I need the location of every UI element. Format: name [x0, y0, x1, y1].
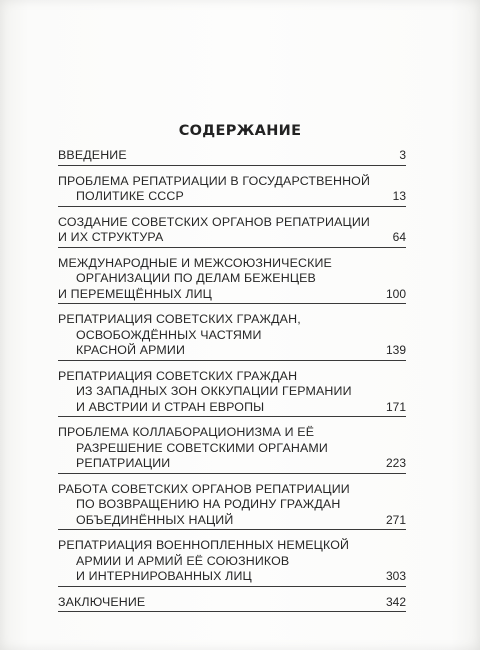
- toc-page-number: 3: [399, 148, 406, 162]
- toc-page-number: 64: [392, 230, 406, 244]
- toc-page-number: 342: [385, 594, 406, 609]
- toc-entry-line: И АВСТРИИ И СТРАН ЕВРОПЫ: [76, 399, 265, 414]
- toc-entry-line: ПРОБЛЕМА РЕПАТРИАЦИИ В ГОСУДАРСТВЕННОЙ: [58, 173, 371, 188]
- toc-entry-line: РЕПАТРИАЦИЯ ВОЕННОПЛЕННЫХ НЕМЕЦКОЙ: [58, 538, 350, 552]
- toc-entry-line: ПРОБЛЕМА КОЛЛАБОРАЦИОНИЗМА И ЕЁ: [58, 425, 315, 439]
- toc-entry-line: АРМИИ И АРМИЙ ЕЁ СОЮЗНИКОВ: [76, 553, 290, 568]
- toc-title: СОДЕРЖАНИЕ: [178, 123, 302, 139]
- toc-entry-line: РЕПАТРИАЦИЯ СОВЕТСКИХ ГРАЖДАН,: [58, 312, 301, 326]
- toc-entry-line: ПОЛИТИКЕ СССР: [76, 189, 184, 203]
- toc-entry-chapter-8[interactable]: [58, 538, 406, 587]
- toc-entry-introduction[interactable]: [58, 148, 406, 166]
- toc-entry-chapter-1[interactable]: [58, 174, 406, 207]
- toc-entry-chapter-5[interactable]: [58, 369, 406, 418]
- toc-page-number: 171: [385, 399, 406, 414]
- toc-entry-line: РАБОТА СОВЕТСКИХ ОРГАНОВ РЕПАТРИАЦИИ: [58, 481, 350, 496]
- toc-entry-line: ИЗ ЗАПАДНЫХ ЗОН ОККУПАЦИИ ГЕРМАНИИ: [76, 384, 352, 398]
- toc-entry-conclusion[interactable]: [58, 595, 406, 613]
- toc-entry-line: ОСВОБОЖДЁННЫХ ЧАСТЯМИ: [76, 327, 262, 342]
- toc-page-number: 13: [392, 189, 406, 203]
- toc-entry-line: СОЗДАНИЕ СОВЕТСКИХ ОРГАНОВ РЕПАТРИАЦИИ: [58, 214, 370, 229]
- toc-entry-line: ОРГАНИЗАЦИИ ПО ДЕЛАМ БЕЖЕНЦЕВ: [76, 271, 316, 285]
- toc-entry-line: И ИНТЕРНИРОВАННЫХ ЛИЦ: [76, 569, 252, 583]
- toc-entry-line: И ИХ СТРУКТУРА: [58, 230, 164, 244]
- toc-entry-line: ПО ВОЗВРАЩЕНИЮ НА РОДИНУ ГРАЖДАН: [76, 497, 341, 511]
- toc-entry-chapter-3[interactable]: [58, 256, 406, 305]
- toc-page-number: 303: [385, 569, 406, 583]
- toc-entry-line: МЕЖДУНАРОДНЫЕ И МЕЖСОЮЗНИЧЕСКИЕ: [58, 255, 332, 270]
- toc-entry-chapter-6[interactable]: [58, 425, 406, 474]
- toc-entry-line: ВВЕДЕНИЕ: [58, 148, 127, 162]
- toc-entry-line: РЕПАТРИАЦИИ: [76, 456, 171, 470]
- toc-entry-line: РЕПАТРИАЦИЯ СОВЕТСКИХ ГРАЖДАН: [58, 368, 298, 383]
- toc-page-number: 271: [385, 512, 406, 527]
- toc-entry-line: РАЗРЕШЕНИЕ СОВЕТСКИМИ ОРГАНАМИ: [76, 440, 328, 455]
- toc-entry-line: И ПЕРЕМЕЩЁННЫХ ЛИЦ: [58, 286, 212, 301]
- table-of-contents: [58, 148, 406, 620]
- toc-entry-line: ЗАКЛЮЧЕНИЕ: [58, 594, 146, 609]
- toc-entry-chapter-7[interactable]: [58, 482, 406, 531]
- toc-entry-chapter-4[interactable]: [58, 312, 406, 361]
- toc-page-number: 139: [385, 343, 406, 357]
- toc-entry-line: КРАСНОЙ АРМИИ: [76, 343, 185, 357]
- toc-entry-line: ОБЪЕДИНЁННЫХ НАЦИЙ: [76, 512, 234, 527]
- toc-page-number: 223: [385, 456, 406, 470]
- toc-entry-chapter-2[interactable]: [58, 215, 406, 248]
- toc-page-number: 100: [385, 286, 406, 301]
